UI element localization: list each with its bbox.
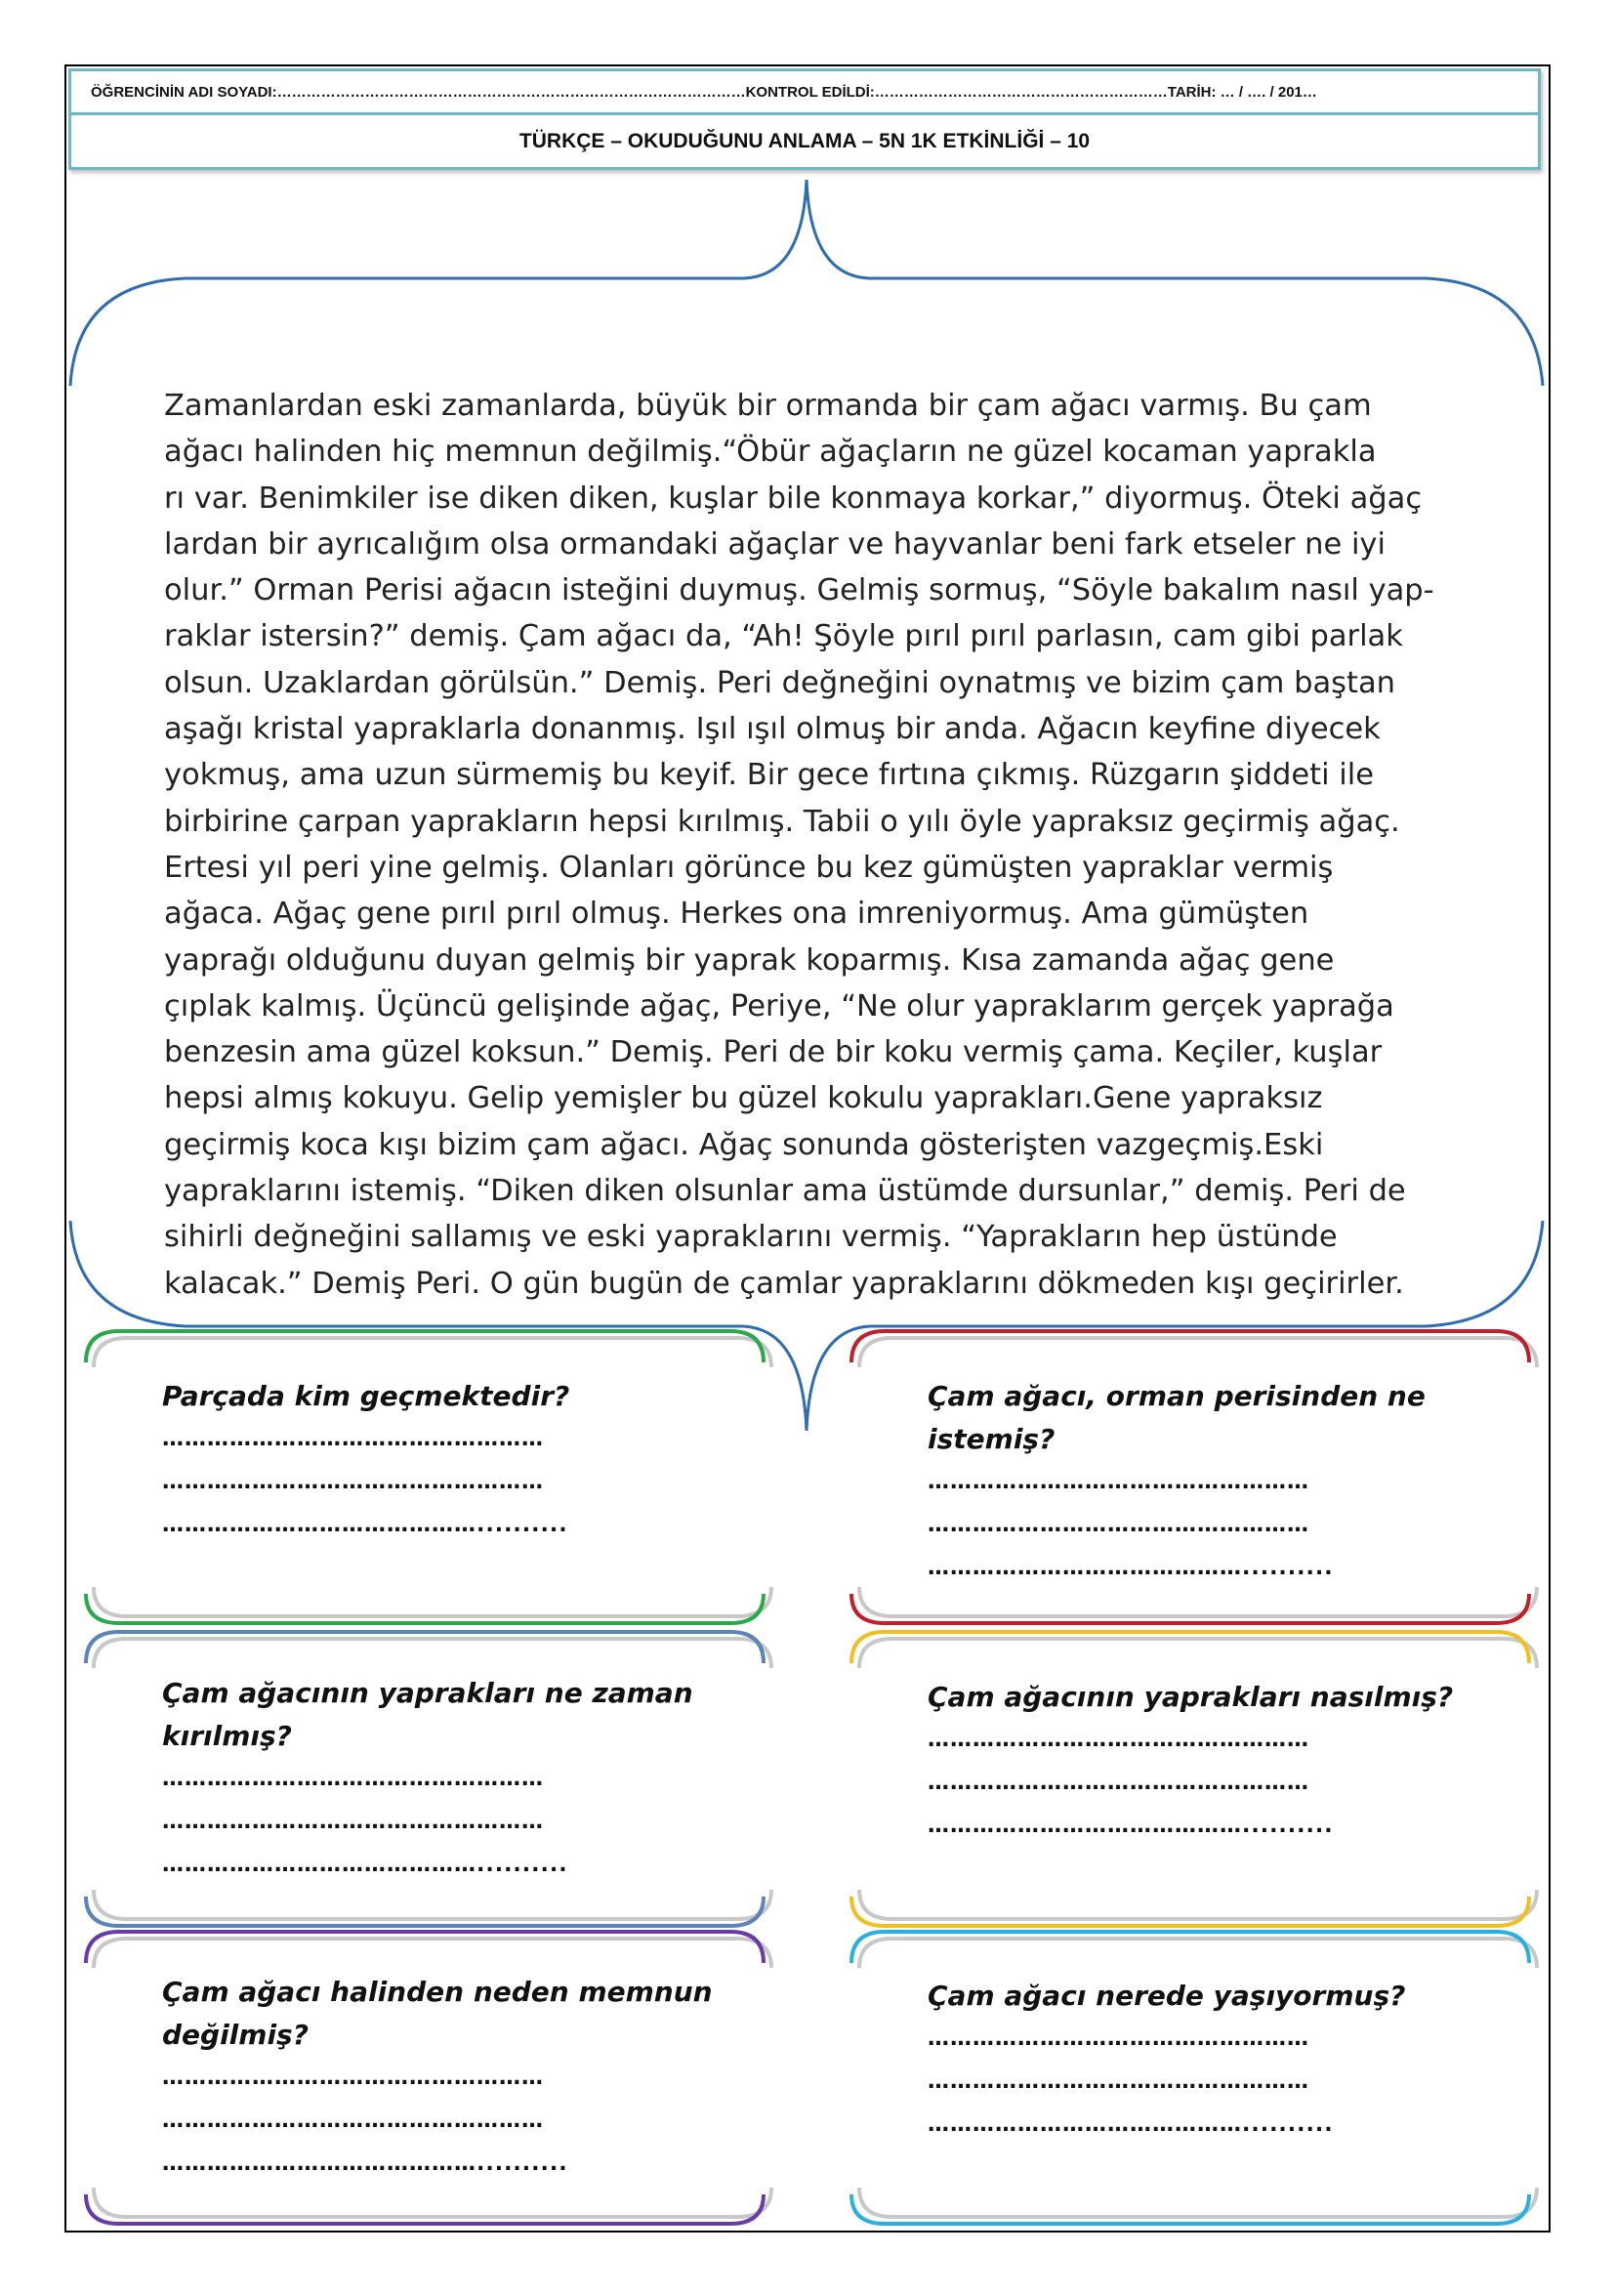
answer-line[interactable]: …………………………………………… bbox=[162, 1470, 544, 1494]
story-line: ağacı halinden hiç memnun değilmiş.“Öbür ağaçların ne güzel kocaman yaprakla bbox=[164, 435, 1377, 470]
story-line: Zamanlardan eski zamanlarda, büyük bir ormanda bir çam ağacı varmış. Bu çam bbox=[164, 389, 1372, 423]
question-text: Parçada kim geçmektedir? bbox=[162, 1380, 570, 1412]
story-line: çıplak kalmış. Üçüncü gelişinde ağaç, Periye, “Ne olur yapraklarım gerçek yaprağa bbox=[164, 988, 1394, 1023]
question-text: Çam ağacının yaprakları ne zaman bbox=[162, 1677, 693, 1709]
question-text: kırılmış? bbox=[162, 1720, 292, 1752]
answer-line[interactable]: …………………………………….......... bbox=[162, 1853, 568, 1877]
checked-label: KONTROL EDİLDİ: bbox=[745, 83, 875, 101]
story-line: olsun. Uzaklardan görülsün.” Demiş. Peri değneğini oynatmış ve bizim çam baştan bbox=[164, 665, 1395, 700]
question-text: değilmiş? bbox=[162, 2019, 309, 2051]
answer-line[interactable]: …………………………………………… bbox=[928, 2026, 1309, 2051]
question-why bbox=[162, 1971, 713, 2186]
story-line: yaprağı olduğunu duyan gelmiş bir yaprak koparmış. Kısa zamanda ağaç gene bbox=[164, 942, 1335, 978]
answer-line[interactable]: …………………………………………… bbox=[162, 2066, 544, 2090]
answer-line[interactable]: …………………………………….......... bbox=[928, 1556, 1334, 1580]
story-line: yapraklarını istemiş. “Diken diken olsunlar ama üstümde dursunlar,” demiş. Peri de bbox=[164, 1174, 1406, 1209]
story-line: raklar istersin?” demiş. Çam ağacı da, “Ah! Şöyle pırıl pırıl parlasın, cam gibi parlak bbox=[164, 619, 1403, 654]
answer-line[interactable]: …………………………………………… bbox=[928, 1513, 1309, 1537]
answer-line[interactable]: …………………………………….......... bbox=[162, 2151, 568, 2176]
story-line: birbirine çarpan yaprakların hepsi kırılmış. Tabii o yılı öyle yapraksız geçirmiş ağaç. bbox=[164, 804, 1400, 839]
question-how bbox=[928, 1676, 1453, 1848]
question-text: Çam ağacının yaprakları nasılmış? bbox=[928, 1681, 1454, 1713]
question-text: istemiş? bbox=[928, 1423, 1056, 1455]
answer-line[interactable]: …………………………………………… bbox=[162, 2108, 544, 2133]
question-who bbox=[162, 1375, 569, 1547]
answer-line[interactable]: …………………………………………… bbox=[162, 1767, 544, 1791]
student-name-label: ÖĞRENCİNİN ADI SOYADI: bbox=[91, 83, 277, 101]
answer-line[interactable]: …………………………………………… bbox=[162, 1810, 544, 1834]
question-text: Çam ağacı halinden neden memnun bbox=[162, 1976, 713, 2008]
story-line: aşağı kristal yapraklarla donanmış. Işıl ışıl olmuş bir anda. Ağacın keyfine diyecek bbox=[164, 712, 1381, 747]
story-line: hepsi almış kokuyu. Gelip yemişler bu güzel kokulu yaprakları.Gene yapraksız bbox=[164, 1081, 1323, 1116]
story-text bbox=[164, 383, 1492, 1307]
answer-line[interactable]: …………………………………….......... bbox=[162, 1513, 568, 1537]
question-what bbox=[928, 1375, 1426, 1590]
story-line: ağaca. Ağaç gene pırıl pırıl olmuş. Herkes ona imreniyormuş. Ama gümüşten bbox=[164, 897, 1309, 932]
answer-line[interactable]: …………………………………….......... bbox=[928, 1814, 1334, 1838]
answer-line[interactable]: …………………………………………… bbox=[928, 2069, 1309, 2094]
story-line: benzesin ama güzel koksun.” Demiş. Peri de bir koku vermiş çama. Keçiler, kuşlar bbox=[164, 1035, 1383, 1070]
story-line: kalacak.” Demiş Peri. O gün bugün de çamlar yapraklarını dökmeden kışı geçirirler. bbox=[164, 1266, 1404, 1301]
student-name-field[interactable]: …………………………………………………………………………………… bbox=[276, 83, 746, 101]
question-text: Çam ağacı nerede yaşıyormuş? bbox=[928, 1980, 1406, 2012]
answer-line[interactable]: …………………………………………… bbox=[928, 1771, 1309, 1795]
story-line: Ertesi yıl peri yine gelmiş. Olanları görünce bu kez gümüşten yapraklar vermiş bbox=[164, 850, 1334, 885]
answer-line[interactable]: …………………………………………… bbox=[928, 1728, 1309, 1752]
answer-line[interactable]: …………………………………………… bbox=[928, 1470, 1309, 1494]
answer-line[interactable]: …………………………………………… bbox=[162, 1427, 544, 1451]
story-line: lardan bir ayrıcalığım olsa ormandaki ağaçlar ve hayvanlar beni fark etseler ne iyi bbox=[164, 526, 1386, 562]
story-line: geçirmiş koca kışı bizim çam ağacı. Ağaç sonunda gösterişten vazgeçmiş.Eski bbox=[164, 1127, 1324, 1162]
question-text: Çam ağacı, orman perisinden ne bbox=[928, 1380, 1426, 1412]
question-when bbox=[162, 1672, 693, 1887]
story-frame-top bbox=[70, 180, 1543, 386]
question-where bbox=[928, 1975, 1405, 2147]
worksheet-title: TÜRKÇE – OKUDUĞUNU ANLAMA – 5N 1K ETKİNLİĞİ – 10 bbox=[68, 115, 1541, 170]
story-line: olur.” Orman Perisi ağacın isteğini duymuş. Gelmiş sormuş, “Söyle bakalım nasıl yap- bbox=[164, 573, 1434, 608]
checked-field[interactable]: …………………………………………………… bbox=[874, 83, 1168, 101]
story-line: rı var. Benimkiler ise diken diken, kuşlar bile konmaya korkar,” diyormuş. Öteki ağaç bbox=[164, 480, 1423, 516]
date-label: TARİH: … / …. / 201… bbox=[1167, 83, 1317, 101]
answer-line[interactable]: …………………………………….......... bbox=[928, 2112, 1334, 2137]
story-line: yokmuş, ama uzun sürmemiş bu keyif. Bir gece fırtına çıkmış. Rüzgarın şiddeti ile bbox=[164, 758, 1375, 793]
story-line: sihirli değneğini sallamış ve eski yapraklarını vermiş. “Yaprakların hep üstünde bbox=[164, 1220, 1338, 1255]
